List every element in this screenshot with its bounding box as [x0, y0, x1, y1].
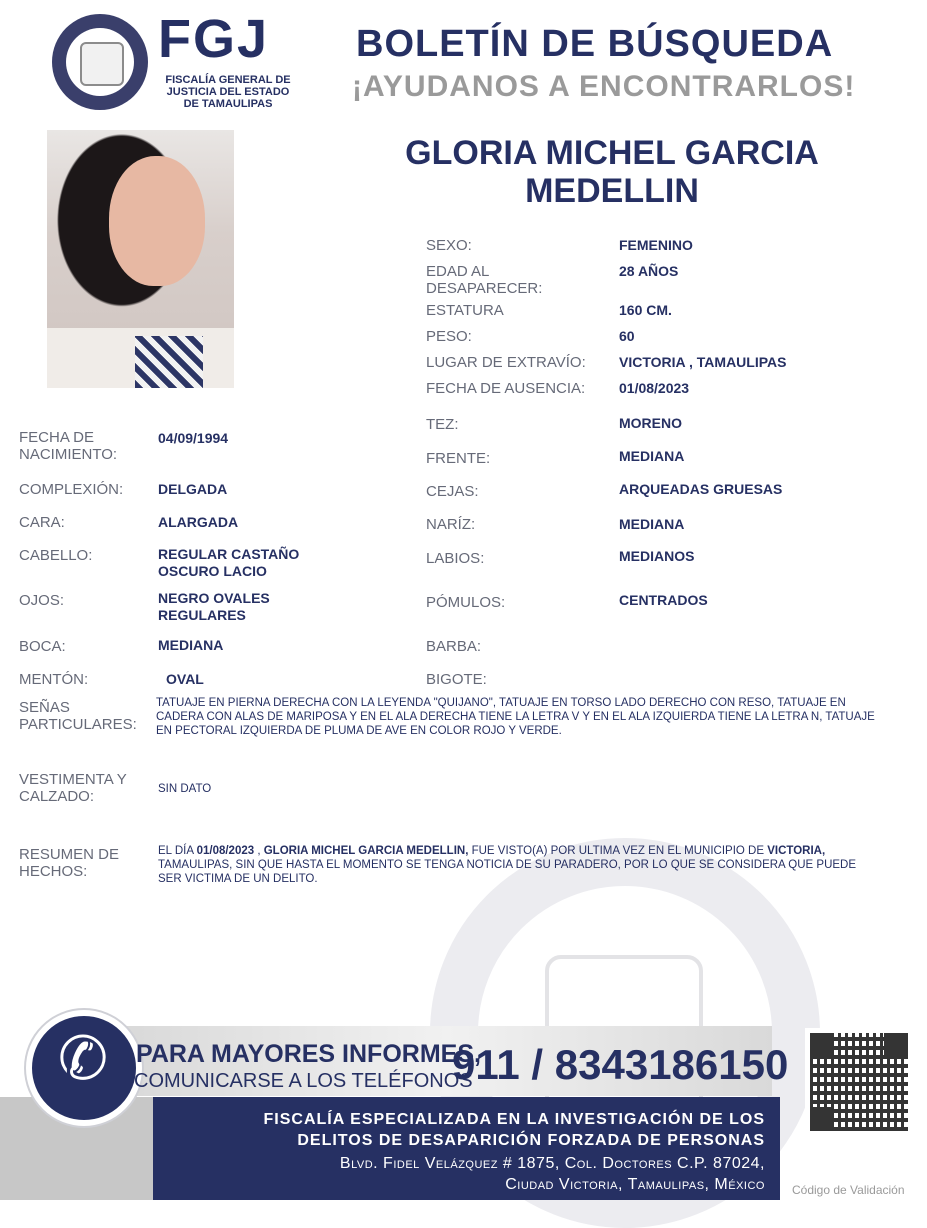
qr-code-icon[interactable] — [810, 1033, 908, 1131]
value-cara: ALARGADA — [158, 514, 239, 530]
label-senas: SEÑAS PARTICULARES: — [19, 699, 137, 733]
value-edad: 28 AÑOS — [619, 263, 679, 279]
office-name — [153, 1109, 765, 1151]
value-pomulos: CENTRADOS — [619, 592, 708, 608]
value-cabello: REGULAR CASTAÑO OSCURO LACIO — [158, 546, 300, 579]
value-sexo: FEMENINO — [619, 237, 693, 253]
missing-person-photo — [47, 130, 234, 388]
address-line-1: Blvd. Fidel Velázquez # 1875, Col. Doctores C.P. 87024, — [339, 1155, 765, 1172]
resumen-place: VICTORIA, — [767, 845, 826, 857]
address-line-2: Ciudad Victoria, Tamaulipas, México — [505, 1176, 765, 1193]
photo-shirt-pattern — [135, 336, 203, 388]
resumen-text-4: TAMAULIPAS, SIN QUE HASTA EL MOMENTO SE TENGA NOTICIA DE SU PARADERO, POR LO QUE SE CONSIDERA QUE PUEDE SER VICTIMA DE UN DELITO. — [158, 859, 857, 885]
value-fecha-nacimiento: 04/09/1994 — [158, 430, 229, 446]
value-resumen — [158, 844, 874, 886]
qr-caption: Código de Validación — [792, 1183, 905, 1197]
state-seal-icon — [80, 42, 124, 86]
label-complexion: COMPLEXIÓN: — [19, 481, 124, 498]
value-labios: MEDIANOS — [619, 548, 695, 564]
value-tez: MORENO — [619, 415, 682, 431]
value-cejas: ARQUEADAS GRUESAS — [619, 481, 783, 497]
resumen-text-1: EL DÍA — [158, 845, 197, 857]
label-edad: EDAD AL DESAPARECER: — [426, 263, 543, 297]
label-cejas: CEJAS: — [426, 483, 479, 500]
label-cara: CARA: — [19, 514, 65, 531]
label-barba: BARBA: — [426, 638, 482, 655]
bulletin-subtitle: ¡AYUDANOS A ENCONTRARLOS! — [352, 70, 856, 103]
label-fecha-ausencia: FECHA DE AUSENCIA: — [426, 380, 586, 397]
phone-number[interactable]: 911 / 8343186150 — [452, 1041, 789, 1088]
resumen-text-3: FUE VISTO(A) POR ULTIMA VEZ EN EL MUNICIPIO DE — [468, 845, 768, 857]
label-resumen: RESUMEN DE HECHOS: — [19, 846, 120, 880]
fgj-logo-subtitle: FISCALÍA GENERAL DE JUSTICIA DEL ESTADO DE TAMAULIPAS — [165, 74, 291, 110]
value-complexion: DELGADA — [158, 481, 228, 497]
info-line-1: PARA MAYORES INFORMES, — [136, 1040, 481, 1068]
label-bigote: BIGOTE: — [426, 671, 487, 688]
office-line-1: FISCALÍA ESPECIALIZADA EN LA INVESTIGACIÓN DE LOS — [263, 1111, 765, 1128]
person-name: GLORIA MICHEL GARCIA MEDELLIN — [405, 134, 819, 210]
value-menton: OVAL — [166, 671, 204, 687]
label-frente: FRENTE: — [426, 450, 491, 467]
info-line-2: COMUNICARSE A LOS TELÉFONOS — [134, 1070, 473, 1092]
label-pomulos: PÓMULOS: — [426, 594, 506, 611]
value-boca: MEDIANA — [158, 637, 224, 653]
label-vestimenta: VESTIMENTA Y CALZADO: — [19, 771, 127, 805]
value-frente: MEDIANA — [619, 448, 685, 464]
label-cabello: CABELLO: — [19, 547, 93, 564]
label-ojos: OJOS: — [19, 592, 65, 609]
bulletin-title: BOLETÍN DE BÚSQUEDA — [356, 23, 834, 65]
value-ojos: NEGRO OVALES REGULARES — [158, 590, 270, 623]
label-sexo: SEXO: — [426, 237, 472, 254]
value-lugar: VICTORIA , TAMAULIPAS — [619, 354, 787, 370]
value-nariz: MEDIANA — [619, 516, 685, 532]
label-labios: LABIOS: — [426, 550, 485, 567]
resumen-name: GLORIA MICHEL GARCIA MEDELLIN, — [263, 845, 469, 857]
label-tez: TEZ: — [426, 416, 459, 433]
resumen-text-2: , — [254, 845, 264, 857]
value-senas: TATUAJE EN PIERNA DERECHA CON LA LEYENDA "QUIJANO", TATUAJE EN TORSO LADO DERECHO CON RESO, TATUAJE EN CADERA CON ALAS DE MARIPOSA Y EN EL ALA DERECHA TIENE LA LETRA V Y EN EL ALA IZQUIERDA TIENE LA LETRA N, TATUAJE EN PECTORAL IZQUIERDA DE PLUMA DE AVE EN COLOR ROJO Y VERDE. — [156, 697, 875, 737]
fgj-logo-text: FGJ — [158, 9, 270, 69]
label-lugar: LUGAR DE EXTRAVÍO: — [426, 354, 586, 371]
label-menton: MENTÓN: — [19, 671, 89, 688]
label-nariz: NARÍZ: — [426, 516, 476, 533]
office-address — [153, 1153, 765, 1195]
photo-face — [109, 156, 205, 286]
value-peso: 60 — [619, 328, 635, 344]
resumen-date: 01/08/2023 — [196, 845, 255, 857]
label-boca: BOCA: — [19, 638, 66, 655]
value-estatura: 160 CM. — [619, 302, 672, 318]
label-estatura: ESTATURA — [426, 302, 504, 319]
label-peso: PESO: — [426, 328, 472, 345]
label-fecha-nacimiento: FECHA DE NACIMIENTO: — [19, 429, 118, 463]
value-fecha-ausencia: 01/08/2023 — [619, 380, 690, 396]
office-line-2: DELITOS DE DESAPARICIÓN FORZADA DE PERSONAS — [297, 1132, 765, 1149]
value-vestimenta: SIN DATO — [158, 783, 212, 795]
phone-icon: ✆ — [57, 1025, 109, 1092]
